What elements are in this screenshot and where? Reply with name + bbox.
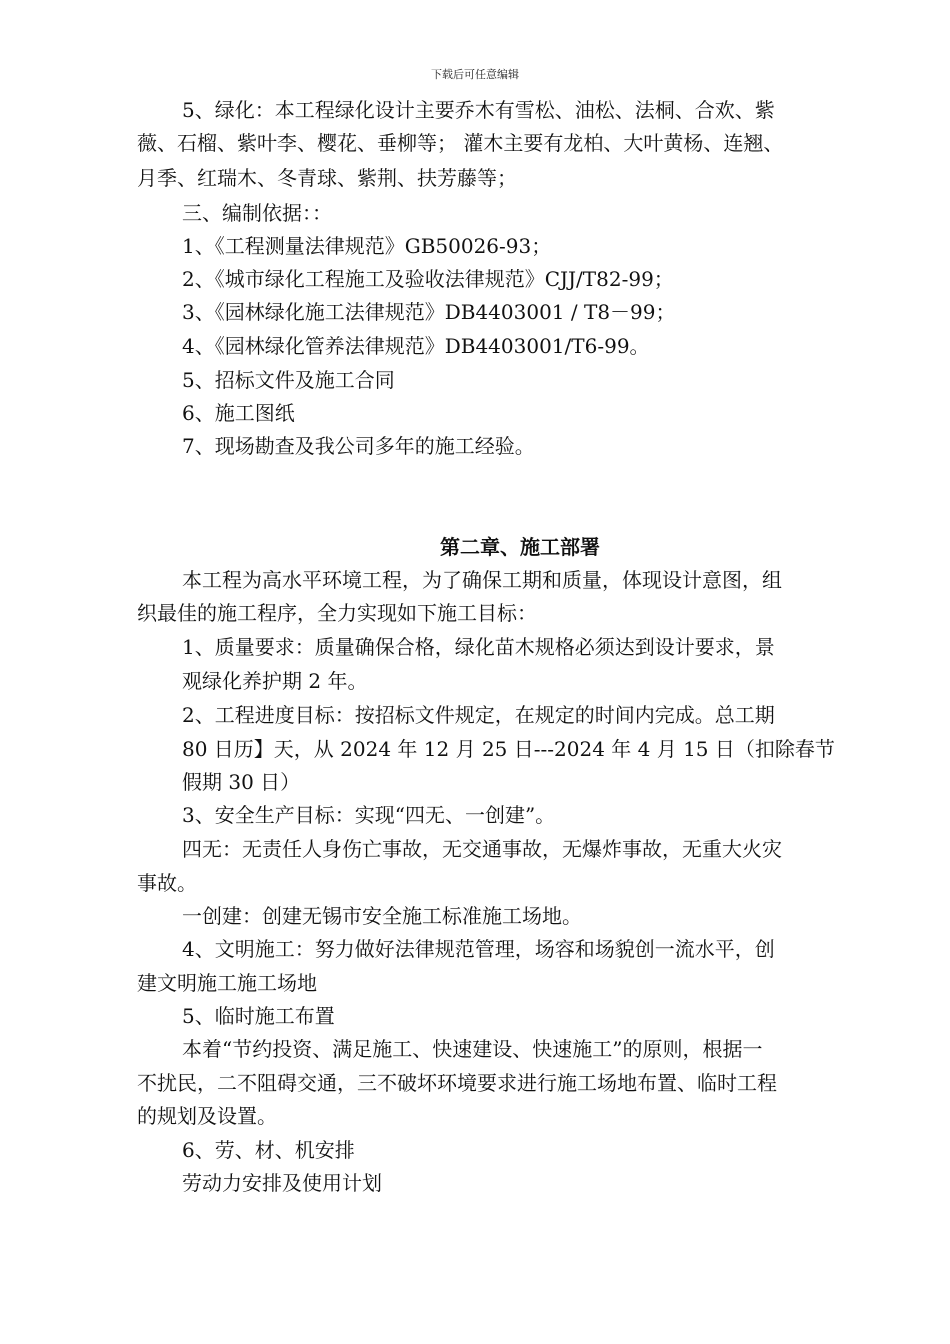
list-item: 6、劳、材、机安排 — [182, 1138, 355, 1162]
list-item: 2、《城市绿化工程施工及验收法律规范》CJJ/T82-99； — [182, 267, 674, 291]
paragraph-line: 四无：无责任人身伤亡事故，无交通事故，无爆炸事故，无重大火灾 — [182, 837, 782, 861]
chapter-heading: 第二章、施工部署 — [440, 535, 600, 559]
paragraph-line: 一创建：创建无锡市安全施工标准施工场地。 — [182, 904, 582, 928]
list-item: 5、临时施工布置 — [182, 1004, 335, 1028]
section-heading: 三、编制依据：： — [182, 201, 332, 225]
list-item: 5、招标文件及施工合同 — [182, 368, 395, 392]
page-header-note: 下载后可任意编辑 — [431, 68, 519, 81]
list-item: 2、工程进度目标：按招标文件规定，在规定的时间内完成。总工期 — [182, 703, 775, 727]
paragraph-line: 事故。 — [137, 871, 197, 895]
list-item: 假期 30 日） — [182, 770, 301, 794]
list-item: 1、质量要求：质量确保合格，绿化苗木规格必须达到设计要求，景 — [182, 635, 775, 659]
list-item: 观绿化养护期 2 年。 — [182, 669, 368, 693]
paragraph-line: 不扰民，二不阻碍交通，三不破坏环境要求进行施工场地布置、临时工程 — [137, 1071, 777, 1095]
list-item: 3、安全生产目标：实现“四无、一创建”。 — [182, 803, 556, 827]
paragraph-line: 建文明施工施工场地 — [137, 971, 317, 995]
paragraph-line: 月季、红瑞木、冬青球、紫荆、扶芳藤等； — [137, 166, 517, 190]
list-item: 6、施工图纸 — [182, 401, 295, 425]
list-item: 7、现场勘查及我公司多年的施工经验。 — [182, 434, 535, 458]
paragraph-line: 薇、石榴、紫叶李、樱花、垂柳等； 灌木主要有龙柏、大叶黄杨、连翘、 — [137, 131, 784, 155]
paragraph-line: 本着“节约投资、满足施工、快速建设、快速施工”的原则，根据一 — [182, 1037, 763, 1061]
list-item: 4、《园林绿化管养法律规范》DB4403001/T6-99。 — [182, 334, 650, 358]
list-item: 80 日历】天，从 2024 年 12 月 25 日---2024 年 4 月 15 日（扣除春节 — [182, 737, 835, 761]
list-item: 4、文明施工：努力做好法律规范管理，场容和场貌创一流水平，创 — [182, 937, 775, 961]
paragraph-line: 的规划及设置。 — [137, 1104, 277, 1128]
list-item: 3、《园林绿化施工法律规范》DB4403001 / T8－99； — [182, 300, 676, 324]
paragraph-line: 劳动力安排及使用计划 — [182, 1171, 382, 1195]
paragraph-line: 织最佳的施工程序，全力实现如下施工目标： — [137, 601, 537, 625]
list-item: 1、《工程测量法律规范》GB50026-93； — [182, 234, 552, 258]
paragraph-line: 本工程为高水平环境工程，为了确保工期和质量，体现设计意图，组 — [182, 568, 782, 592]
paragraph-line: 5、绿化：本工程绿化设计主要乔木有雪松、油松、法桐、合欢、紫 — [182, 98, 775, 122]
